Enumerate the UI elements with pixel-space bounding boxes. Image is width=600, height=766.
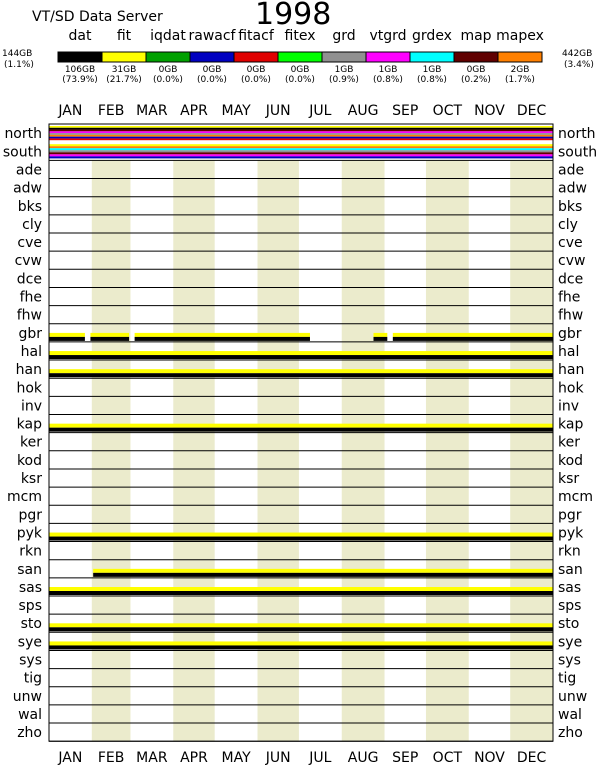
legend-pct-grd: (0.9%) xyxy=(329,75,359,85)
chart-title: VT/SD Data Server xyxy=(32,9,163,25)
row-label-left-cvw: cvw xyxy=(14,253,42,270)
legend-size-fitacf: 0GB xyxy=(246,65,266,75)
hemisphere-south-stripe xyxy=(49,144,553,146)
row-label-right-kap: kap xyxy=(558,416,584,433)
legend-label-fitacf: fitacf xyxy=(238,28,274,44)
row-label-left-north: north xyxy=(4,126,42,143)
coverage-fit-pyk xyxy=(49,533,553,537)
month-top-nov: NOV xyxy=(474,103,505,119)
legend-pct-fitacf: (0.0%) xyxy=(241,75,271,85)
legend-pct-map: (0.2%) xyxy=(461,75,491,85)
month-top-apr: APR xyxy=(180,103,208,119)
coverage-fit-gbr xyxy=(135,333,310,337)
hemisphere-south-stripe xyxy=(49,152,553,154)
row-label-left-sas: sas xyxy=(18,579,42,596)
month-top-dec: DEC xyxy=(516,103,547,119)
row-label-right-ade: ade xyxy=(558,162,585,179)
row-label-left-sps: sps xyxy=(18,598,42,615)
coverage-dat-gbr xyxy=(373,337,387,341)
legend-label-grdex: grdex xyxy=(412,28,452,44)
row-label-left-dce: dce xyxy=(16,271,42,288)
row-label-left-zho: zho xyxy=(17,725,42,742)
row-label-left-inv: inv xyxy=(20,398,42,415)
row-label-right-san: san xyxy=(558,561,583,578)
coverage-fit-sye xyxy=(49,641,553,645)
row-label-right-sye: sye xyxy=(558,634,583,651)
legend-pct-vtgrd: (0.8%) xyxy=(373,75,403,85)
month-bottom-may: MAY xyxy=(221,750,251,766)
month-top-feb: FEB xyxy=(97,103,125,119)
month-top-jul: JUL xyxy=(309,103,332,119)
row-label-left-kap: kap xyxy=(16,416,42,433)
coverage-dat-gbr xyxy=(135,337,310,341)
left-total-pct: (1.1%) xyxy=(4,60,34,70)
month-bottom-jun: JUN xyxy=(265,750,291,766)
legend-pct-grdex: (0.8%) xyxy=(417,75,447,85)
legend-label-dat: dat xyxy=(68,28,92,44)
hemisphere-north-stripe xyxy=(49,126,553,128)
coverage-fit-gbr xyxy=(393,333,553,337)
row-label-left-kod: kod xyxy=(16,452,42,469)
legend-size-dat: 106GB xyxy=(64,65,96,75)
hemisphere-north-stripe xyxy=(49,128,553,130)
legend-pct-rawacf: (0.0%) xyxy=(197,75,227,85)
legend-size-iqdat: 0GB xyxy=(158,65,178,75)
row-label-left-sys: sys xyxy=(19,652,42,669)
row-label-left-cve: cve xyxy=(17,235,42,252)
coverage-dat-han xyxy=(49,373,553,377)
row-label-right-gbr: gbr xyxy=(558,325,582,342)
row-label-right-pgr: pgr xyxy=(558,507,582,524)
coverage-fit-sto xyxy=(49,623,553,627)
legend-swatch-grd xyxy=(322,52,366,62)
month-bottom-dec: DEC xyxy=(516,750,547,766)
coverage-dat-sas xyxy=(49,591,553,595)
legend-label-fitex: fitex xyxy=(284,28,316,44)
row-label-left-pgr: pgr xyxy=(18,507,42,524)
coverage-fit-san xyxy=(93,569,553,573)
hemisphere-north-stripe xyxy=(49,131,553,133)
legend-size-fit: 31GB xyxy=(111,65,137,75)
hemisphere-south-stripe xyxy=(49,148,553,150)
legend-label-fit: fit xyxy=(116,28,132,44)
row-label-right-ker: ker xyxy=(558,434,580,451)
month-top-may: MAY xyxy=(221,103,251,119)
row-label-right-sps: sps xyxy=(558,598,582,615)
coverage-fit-sas xyxy=(49,587,553,591)
legend-label-iqdat: iqdat xyxy=(150,28,186,44)
month-top-mar: MAR xyxy=(136,103,168,119)
row-label-left-san: san xyxy=(17,561,42,578)
row-label-right-fhw: fhw xyxy=(558,307,584,324)
left-total-label: 144GB xyxy=(2,49,33,59)
coverage-dat-sye xyxy=(49,645,553,649)
row-label-right-unw: unw xyxy=(558,688,588,705)
row-label-left-ker: ker xyxy=(20,434,42,451)
legend-size-grdex: 1GB xyxy=(422,65,442,75)
row-label-right-kod: kod xyxy=(558,452,584,469)
month-top-jan: JAN xyxy=(58,103,83,119)
row-label-left-pyk: pyk xyxy=(16,525,42,542)
row-label-right-cvw: cvw xyxy=(558,253,586,270)
row-label-right-tig: tig xyxy=(558,670,577,687)
legend-pct-dat: (73.9%) xyxy=(62,75,98,85)
row-label-right-pyk: pyk xyxy=(558,525,584,542)
row-label-left-sye: sye xyxy=(17,634,42,651)
month-top-sep: SEP xyxy=(392,103,419,119)
row-label-right-sys: sys xyxy=(558,652,581,669)
month-bottom-aug: AUG xyxy=(347,750,379,766)
legend-swatch-fitex xyxy=(278,52,322,62)
row-label-right-sas: sas xyxy=(558,579,582,596)
hemisphere-south-stripe xyxy=(49,146,553,148)
row-label-left-gbr: gbr xyxy=(18,325,42,342)
row-label-right-sto: sto xyxy=(558,616,580,633)
row-label-left-hok: hok xyxy=(16,380,42,397)
legend-pct-iqdat: (0.0%) xyxy=(153,75,183,85)
hemisphere-north-stripe xyxy=(49,135,553,137)
hemisphere-south-stripe xyxy=(49,154,553,156)
legend-pct-fitex: (0.0%) xyxy=(285,75,315,85)
legend-size-fitex: 0GB xyxy=(290,65,310,75)
legend-label-grd: grd xyxy=(332,28,356,44)
legend-label-mapex: mapex xyxy=(496,28,544,44)
month-bottom-oct: OCT xyxy=(432,750,463,766)
hemisphere-north-stripe xyxy=(49,130,553,132)
legend-label-vtgrd: vtgrd xyxy=(369,28,407,44)
month-bottom-mar: MAR xyxy=(136,750,168,766)
legend-size-vtgrd: 1GB xyxy=(378,65,398,75)
row-label-left-sto: sto xyxy=(20,616,42,633)
coverage-fit-gbr xyxy=(373,333,387,337)
legend-swatch-fitacf xyxy=(234,52,278,62)
row-label-left-ade: ade xyxy=(15,162,42,179)
month-axis-top xyxy=(57,103,546,119)
legend-swatch-mapex xyxy=(498,52,542,62)
hemisphere-north-stripe xyxy=(49,133,553,135)
month-bottom-sep: SEP xyxy=(392,750,419,766)
month-bottom-feb: FEB xyxy=(97,750,125,766)
legend-swatch-dat xyxy=(58,52,102,62)
legend-size-map: 0GB xyxy=(466,65,486,75)
row-label-right-han: han xyxy=(558,362,585,379)
row-label-right-ksr: ksr xyxy=(558,471,580,488)
legend-swatch-vtgrd xyxy=(366,52,410,62)
row-label-left-fhw: fhw xyxy=(16,307,42,324)
row-label-right-dce: dce xyxy=(558,271,584,288)
row-label-right-adw: adw xyxy=(558,180,587,197)
legend-pct-fit: (21.7%) xyxy=(106,75,142,85)
row-label-left-wal: wal xyxy=(18,706,42,723)
coverage-fit-hal xyxy=(49,351,553,355)
legend xyxy=(58,28,544,85)
row-label-left-ksr: ksr xyxy=(20,471,42,488)
plot-area xyxy=(49,124,553,741)
month-bottom-jan: JAN xyxy=(58,750,83,766)
row-label-left-fhe: fhe xyxy=(19,289,42,306)
row-label-right-fhe: fhe xyxy=(558,289,581,306)
coverage-fit-kap xyxy=(49,424,553,428)
year-label: 1998 xyxy=(255,0,332,32)
row-label-left-south: south xyxy=(2,144,42,161)
coverage-dat-sto xyxy=(49,627,553,631)
month-bottom-jul: JUL xyxy=(309,750,332,766)
hemisphere-south-stripe xyxy=(49,150,553,152)
hemisphere-south-stripe xyxy=(49,156,553,158)
legend-swatch-fit xyxy=(102,52,146,62)
coverage-dat-hal xyxy=(49,355,553,359)
coverage-fit-gbr xyxy=(90,333,129,337)
row-label-right-cly: cly xyxy=(558,216,578,233)
coverage-dat-kap xyxy=(49,428,553,432)
row-label-left-mcm: mcm xyxy=(7,489,42,506)
month-axis-bottom xyxy=(57,750,546,766)
row-label-left-rkn: rkn xyxy=(19,543,42,560)
legend-swatch-iqdat xyxy=(146,52,190,62)
row-label-right-zho: zho xyxy=(558,725,583,742)
row-label-left-han: han xyxy=(15,362,42,379)
right-total-pct: (3.4%) xyxy=(564,60,594,70)
coverage-fit-gbr xyxy=(49,333,85,337)
legend-swatch-rawacf xyxy=(190,52,234,62)
coverage-dat-pyk xyxy=(49,537,553,541)
row-label-right-mcm: mcm xyxy=(558,489,593,506)
month-bottom-nov: NOV xyxy=(474,750,505,766)
legend-label-rawacf: rawacf xyxy=(188,28,236,44)
month-bottom-apr: APR xyxy=(180,750,208,766)
row-label-right-hok: hok xyxy=(558,380,584,397)
month-top-jun: JUN xyxy=(265,103,291,119)
coverage-dat-san xyxy=(93,573,553,577)
row-label-right-wal: wal xyxy=(558,706,582,723)
legend-size-rawacf: 0GB xyxy=(202,65,222,75)
legend-swatch-grdex xyxy=(410,52,454,62)
row-label-right-inv: inv xyxy=(558,398,580,415)
row-label-right-hal: hal xyxy=(558,343,580,360)
legend-size-mapex: 2GB xyxy=(510,65,530,75)
row-label-left-hal: hal xyxy=(20,343,42,360)
row-label-right-rkn: rkn xyxy=(558,543,581,560)
hemisphere-north-stripe xyxy=(49,138,553,140)
legend-size-grd: 1GB xyxy=(334,65,354,75)
right-total-label: 442GB xyxy=(562,49,593,59)
legend-swatch-map xyxy=(454,52,498,62)
coverage-dat-gbr xyxy=(393,337,553,341)
row-label-right-south: south xyxy=(558,144,598,161)
row-label-right-cve: cve xyxy=(558,235,583,252)
row-label-right-north: north xyxy=(558,126,596,143)
row-label-right-bks: bks xyxy=(558,198,583,215)
row-label-left-cly: cly xyxy=(22,216,42,233)
coverage-fit-han xyxy=(49,369,553,373)
row-label-left-tig: tig xyxy=(23,670,42,687)
month-top-oct: OCT xyxy=(432,103,463,119)
hemisphere-north-stripe xyxy=(49,137,553,139)
month-top-aug: AUG xyxy=(347,103,379,119)
legend-label-map: map xyxy=(460,28,492,44)
coverage-dat-gbr xyxy=(90,337,129,341)
row-label-left-adw: adw xyxy=(13,180,42,197)
coverage-dat-gbr xyxy=(49,337,85,341)
legend-pct-mapex: (1.7%) xyxy=(505,75,535,85)
row-label-left-bks: bks xyxy=(17,198,42,215)
row-label-left-unw: unw xyxy=(12,688,42,705)
